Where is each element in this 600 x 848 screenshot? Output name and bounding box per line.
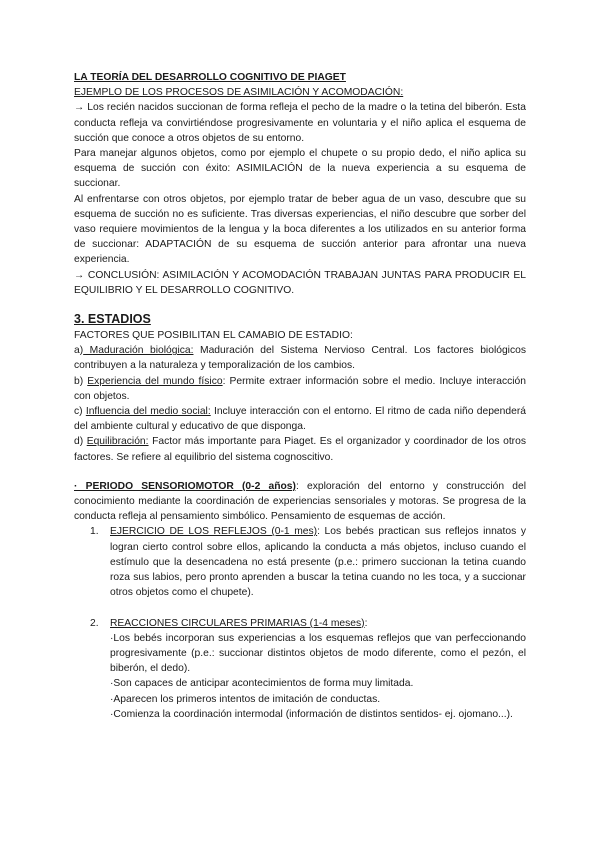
factor-item bbox=[74, 434, 526, 464]
factor-text: Maduración del Sistema Nervioso Central. Los factores biológicos contribuyen a la naturaleza y temporalización de los cambios. bbox=[74, 345, 526, 372]
factor-prefix: a) bbox=[74, 345, 84, 357]
substage-name: EJERCICIO DE LOS REFLEJOS (0-1 mes) bbox=[110, 526, 318, 538]
factor-name: Maduración biológica: bbox=[83, 345, 194, 357]
factor-name: Equilibración: bbox=[86, 436, 149, 448]
paragraph-conclusion: → CONCLUSIÓN: ASIMILACIÓN Y ACOMODACIÓN TRABAJAN JUNTAS PARA PRODUCIR EL EQUILIBRIO Y EL DESARROLLO COGNITIVO. bbox=[74, 269, 526, 296]
substage-point: ·Los bebés incorporan sus experiencias a los esquemas reflejos que van perfeccionando progresivamente (p.e.: succionar distintos objetos de modo diferente, como el pezón, el biberón, el dedo). bbox=[110, 632, 526, 675]
factor-prefix: d) bbox=[74, 436, 87, 448]
substage-point: ·Son capaces de anticipar acontecimientos de forma muy limitada. bbox=[110, 678, 414, 690]
substage-point: ·Aparecen los primeros intentos de imitación de conductas. bbox=[110, 693, 381, 705]
paragraph-assimilation: Para manejar algunos objetos, como por ejemplo el chupete o su propio dedo, el niño aplica su esquema de succión con éxito: ASIMILACIÓN de la nueva experiencia a su esquema de succionar. bbox=[74, 148, 526, 190]
factor-text: Incluye interacción con el entorno. El ritmo de cada niño dependerá del ambiente cultural y educativo de que disponga. bbox=[74, 406, 526, 433]
paragraph-accommodation: Al enfrentarse con otros objetos, por ejemplo tratar de beber agua de un vaso, descubre que su esquema de succión no es suficiente. Tras diversas experiencias, el niño descubre que sorber del vaso requiere movimientos de la lengua y la boca diferentes a los utilizados en su anterior forma de succionar: ADAPTACIÓN de su esquema de succión anterior para afrontar una nueva experiencia. bbox=[74, 193, 526, 266]
substage-point: ·Comienza la coordinación intermodal (información de distintos sentidos- ej. ojomano...). bbox=[110, 708, 513, 720]
factor-name: Experiencia del mundo físico bbox=[87, 375, 223, 387]
factor-item bbox=[74, 404, 526, 434]
section-heading-estadios: 3. ESTADIOS bbox=[74, 312, 151, 327]
paragraph-reflex: → Los recién nacidos succionan de forma refleja el pecho de la madre o la tetina del biberón. Esta conducta refleja va convirtiéndose progresivamente en voluntaria y el niño aplica el esquema de succión que conoce a otros objetos de su entorno. bbox=[74, 102, 526, 144]
factor-item bbox=[74, 374, 526, 404]
substage-text: : Los bebés practican sus reflejos innatos y logran cierto control sobre ellos, aplicando la conducta a más objetos, incluso cuando el estímulo que la desencadena no está presente (p.e.: primero succionan la tetina cuando roza sus labios, pero pronto aprenden a buscar la tetina cuando no les toca, y a succionar otros objetos como el chupete). bbox=[110, 526, 526, 599]
list-number: 2. bbox=[90, 617, 99, 629]
example-heading: EJEMPLO DE LOS PROCESOS DE ASIMILACIÓN Y ACOMODACIÓN: bbox=[74, 87, 404, 99]
period-text: : exploración del entorno y construcción del conocimiento mediante la coordinación de experiencias sensoriales y motoras. Se progresa de la conducta refleja al pensamiento simbólico. Pensamiento de esquemas de acción. bbox=[74, 480, 527, 523]
substage-name: REACCIONES CIRCULARES PRIMARIAS (1-4 meses) bbox=[110, 617, 365, 629]
document-page bbox=[74, 70, 526, 722]
period-title: · PERIODO SENSORIOMOTOR (0-2 años) bbox=[74, 480, 296, 492]
list-item bbox=[74, 616, 526, 722]
factor-item bbox=[74, 343, 526, 373]
factor-prefix: c) bbox=[74, 406, 86, 418]
document-title: LA TEORÍA DEL DESARROLLO COGNITIVO DE PIAGET bbox=[74, 72, 346, 83]
period-substages-list bbox=[74, 524, 526, 721]
factor-name: Influencia del medio social: bbox=[85, 406, 211, 418]
substage-suffix: : bbox=[364, 617, 368, 629]
list-item bbox=[74, 524, 526, 600]
list-number: 1. bbox=[90, 526, 99, 538]
factors-title: FACTORES QUE POSIBILITAN EL CAMABIO DE ESTADIO: bbox=[74, 330, 353, 342]
period-sensoriomotor bbox=[74, 479, 526, 525]
factor-text: : Permite extraer información sobre el medio. Incluye interacción con objetos. bbox=[74, 375, 526, 402]
factor-text: Factor más importante para Piaget. Es el organizador y coordinador de los otros factores. Se refiere al equilibrio del sistema cognoscitivo. bbox=[74, 436, 526, 463]
factor-prefix: b) bbox=[74, 375, 88, 387]
